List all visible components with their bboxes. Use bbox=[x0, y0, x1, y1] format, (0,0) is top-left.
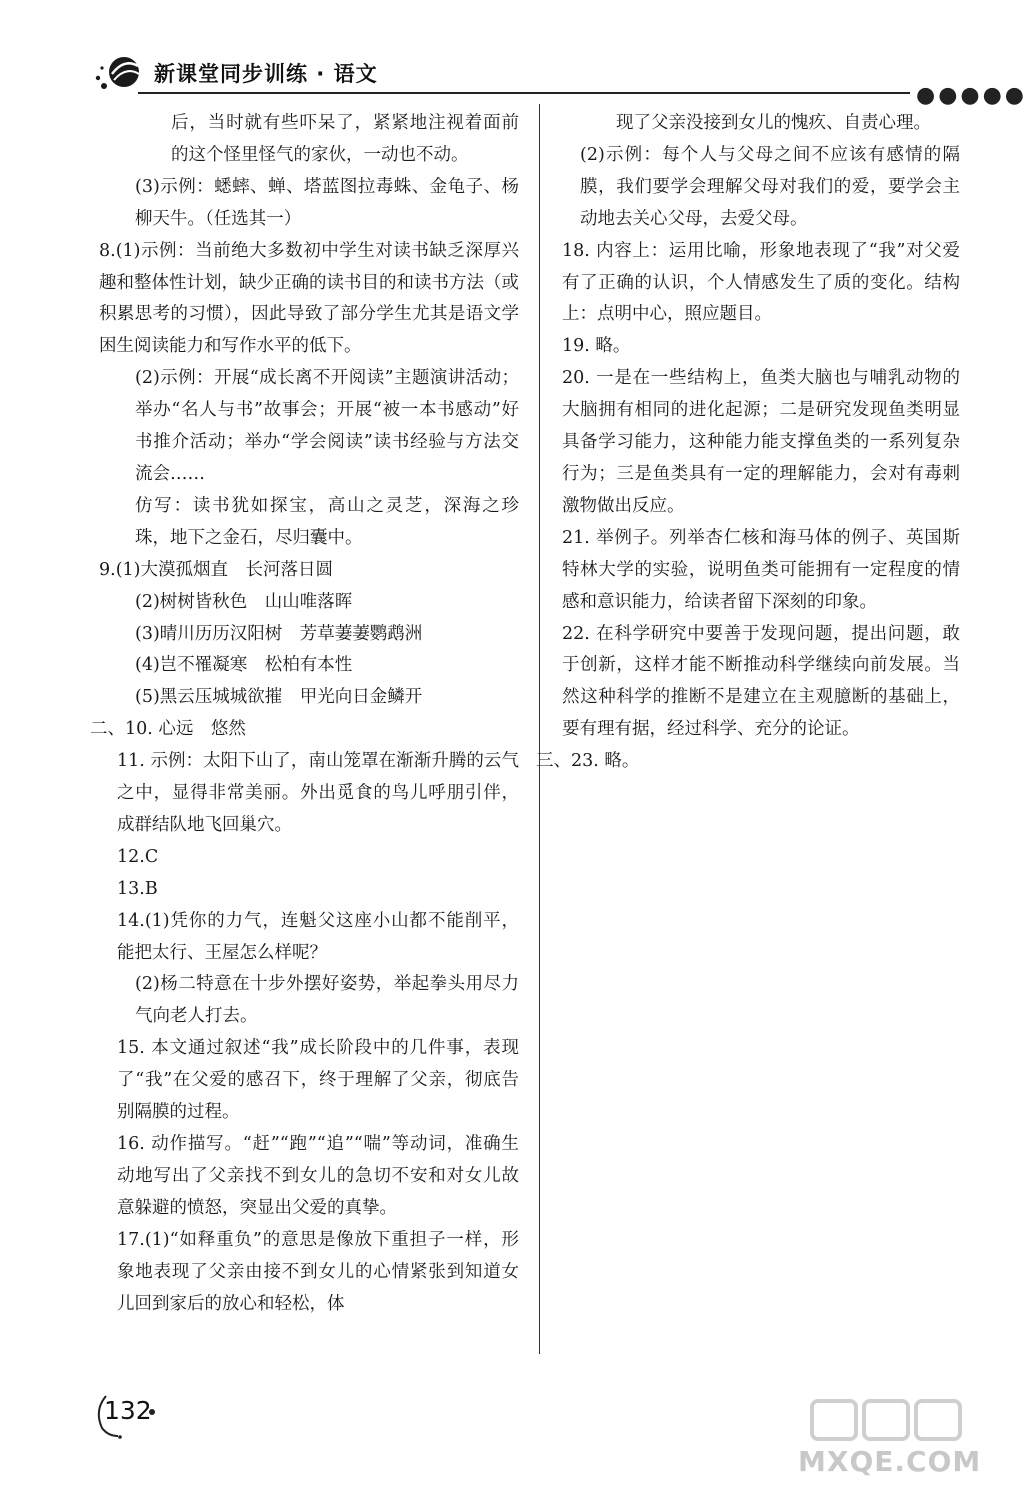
page-number-badge bbox=[92, 1390, 162, 1434]
page-number: 132 bbox=[104, 1396, 152, 1425]
answer-item bbox=[135, 587, 519, 619]
answer-text: 8.(1)示例：当前绝大多数初中学生对读书缺乏深厚兴趣和整体性计划，缺少正确的读书目的和读书方法（或积累思考的习惯），因此导致了部分学生尤其是语文学困生阅读能力和写作水平的低下。 bbox=[99, 240, 519, 357]
watermark-logo-icon bbox=[790, 1395, 980, 1445]
answer-text: 二、10. 心远 悠然 bbox=[90, 719, 246, 740]
answer-text: 21. 举例子。列举杏仁核和海马体的例子、英国斯特林大学的实验，说明鱼类可能拥有一定程度的情感和意识能力，给读者留下深刻的印象。 bbox=[562, 527, 960, 612]
answer-text: 19. 略。 bbox=[562, 336, 631, 357]
answer-text: (2)示例：每个人与父母之间不应该有感情的隔膜，我们要学会理解父母对我们的爱，要学会主动地去关心父母，去爱父母。 bbox=[580, 144, 960, 229]
answer-item bbox=[117, 746, 519, 842]
answer-item bbox=[135, 682, 519, 714]
answer-text: 16. 动作描写。“赶”“跑”“追”“喘”等动词，准确生动地写出了父亲找不到女儿的急切不安和对女儿故意躲避的愤怒，突显出父爱的真挚。 bbox=[117, 1134, 519, 1218]
answer-text: 17.(1)“如释重负”的意思是像放下重担子一样，形象地表现了父亲由接不到女儿的心情紧张到知道女儿回到家后的放心和轻松，体 bbox=[117, 1229, 519, 1314]
header-logo-icon bbox=[90, 52, 150, 96]
answer-text: 现了父亲没接到女儿的愧疚、自责心理。 bbox=[616, 113, 931, 133]
answer-text: (3)示例：蟋蟀、蝉、塔蓝图拉毒蛛、金龟子、杨柳天牛。（任选其一） bbox=[135, 176, 519, 229]
answer-text: 20. 一是在一些结构上，鱼类大脑也与哺乳动物的大脑拥有相同的进化起源；二是研究发现鱼类明显具备学习能力，这种能力能支撑鱼类的一系列复杂行为；三是鱼类具有一定的理解能力，会对有毒刺激物做出反应。 bbox=[562, 368, 960, 516]
left-column bbox=[90, 108, 519, 1320]
answer-text: (5)黑云压城城欲摧 甲光向日金鳞开 bbox=[135, 687, 423, 708]
answer-text: 9.(1)大漠孤烟直 长河落日圆 bbox=[99, 559, 333, 580]
page-header bbox=[90, 52, 1027, 108]
answer-text: 12.C bbox=[117, 846, 159, 867]
header-dots: ●●●●● bbox=[916, 83, 1027, 108]
answer-text: 18. 内容上：运用比喻，形象地表现了“我”对父爱有了正确的认识，个人情感发生了质的变化。结构上：点明中心，照应题目。 bbox=[562, 240, 960, 325]
book-title: 新课堂同步训练 · 语文 bbox=[154, 62, 378, 86]
answer-item bbox=[562, 619, 960, 747]
answer-item bbox=[135, 619, 519, 651]
answer-item bbox=[117, 1033, 519, 1129]
answer-item bbox=[562, 523, 960, 619]
answer-text: 三、23. 略。 bbox=[536, 751, 640, 772]
answer-text: 22. 在科学研究中要善于发现问题，提出问题，敢于创新，这样才能不断推动科学继续向前发展。当然这种科学的推断不是建立在主观臆断的基础上，要有理有据，经过科学、充分的论证。 bbox=[562, 623, 960, 740]
right-column bbox=[536, 108, 960, 778]
watermark bbox=[790, 1395, 990, 1478]
answer-text: 11. 示例：太阳下山了，南山笼罩在渐渐升腾的云气之中，显得非常美丽。外出觅食的鸟儿呼朋引伴，成群结队地飞回巢穴。 bbox=[117, 751, 519, 835]
answer-item bbox=[117, 842, 519, 874]
answer-item bbox=[536, 746, 960, 778]
answer-item bbox=[99, 236, 519, 364]
answer-text: 后，当时就有些吓呆了，紧紧地注视着面前的这个怪里怪气的家伙，一动也不动。 bbox=[171, 113, 519, 165]
watermark-text: MXQE.COM bbox=[798, 1445, 982, 1478]
answer-item bbox=[135, 650, 519, 682]
answer-item bbox=[90, 714, 519, 746]
answer-item bbox=[562, 140, 960, 236]
answer-item bbox=[135, 172, 519, 236]
answer-item bbox=[99, 555, 519, 587]
answer-item bbox=[562, 363, 960, 523]
header-rule bbox=[138, 92, 910, 94]
answer-item bbox=[135, 969, 519, 1033]
answer-text: 15. 本文通过叙述“我”成长阶段中的几件事，表现了“我”在父爱的感召下，终于理解了父亲，彻底告别隔膜的过程。 bbox=[117, 1038, 519, 1123]
answer-text: (4)岂不罹凝寒 松柏有本性 bbox=[135, 655, 353, 676]
answer-text: (2)树树皆秋色 山山唯落晖 bbox=[135, 591, 353, 612]
answer-item bbox=[135, 363, 519, 491]
answer-item bbox=[117, 906, 519, 970]
answer-item bbox=[562, 108, 960, 140]
answer-item bbox=[117, 1129, 519, 1225]
answer-item bbox=[135, 108, 519, 172]
answer-text: 13.B bbox=[117, 878, 158, 899]
answer-text: 14.(1)凭你的力气，连魁父这座小山都不能削平，能把太行、王屋怎么样呢？ bbox=[117, 910, 519, 963]
answer-item bbox=[562, 236, 960, 332]
answer-item bbox=[117, 874, 519, 906]
answer-text: (2)示例：开展“成长离不开阅读”主题演讲活动；举办“名人与书”故事会；开展“被一本书感动”好书推介活动；举办“学会阅读”读书经验与方法交流会…… bbox=[135, 368, 519, 484]
answer-item bbox=[117, 1225, 519, 1321]
column-divider bbox=[539, 104, 540, 1354]
answer-item bbox=[562, 331, 960, 363]
answer-item bbox=[135, 491, 519, 555]
answer-text: 仿写：读书犹如探宝，高山之灵芝，深海之珍珠，地下之金石，尽归囊中。 bbox=[135, 495, 519, 548]
answer-text: (2)杨二特意在十步外摆好姿势，举起拳头用尽力气向老人打去。 bbox=[135, 974, 519, 1027]
answer-text: (3)晴川历历汉阳树 芳草萋萋鹦鹉洲 bbox=[135, 623, 423, 644]
